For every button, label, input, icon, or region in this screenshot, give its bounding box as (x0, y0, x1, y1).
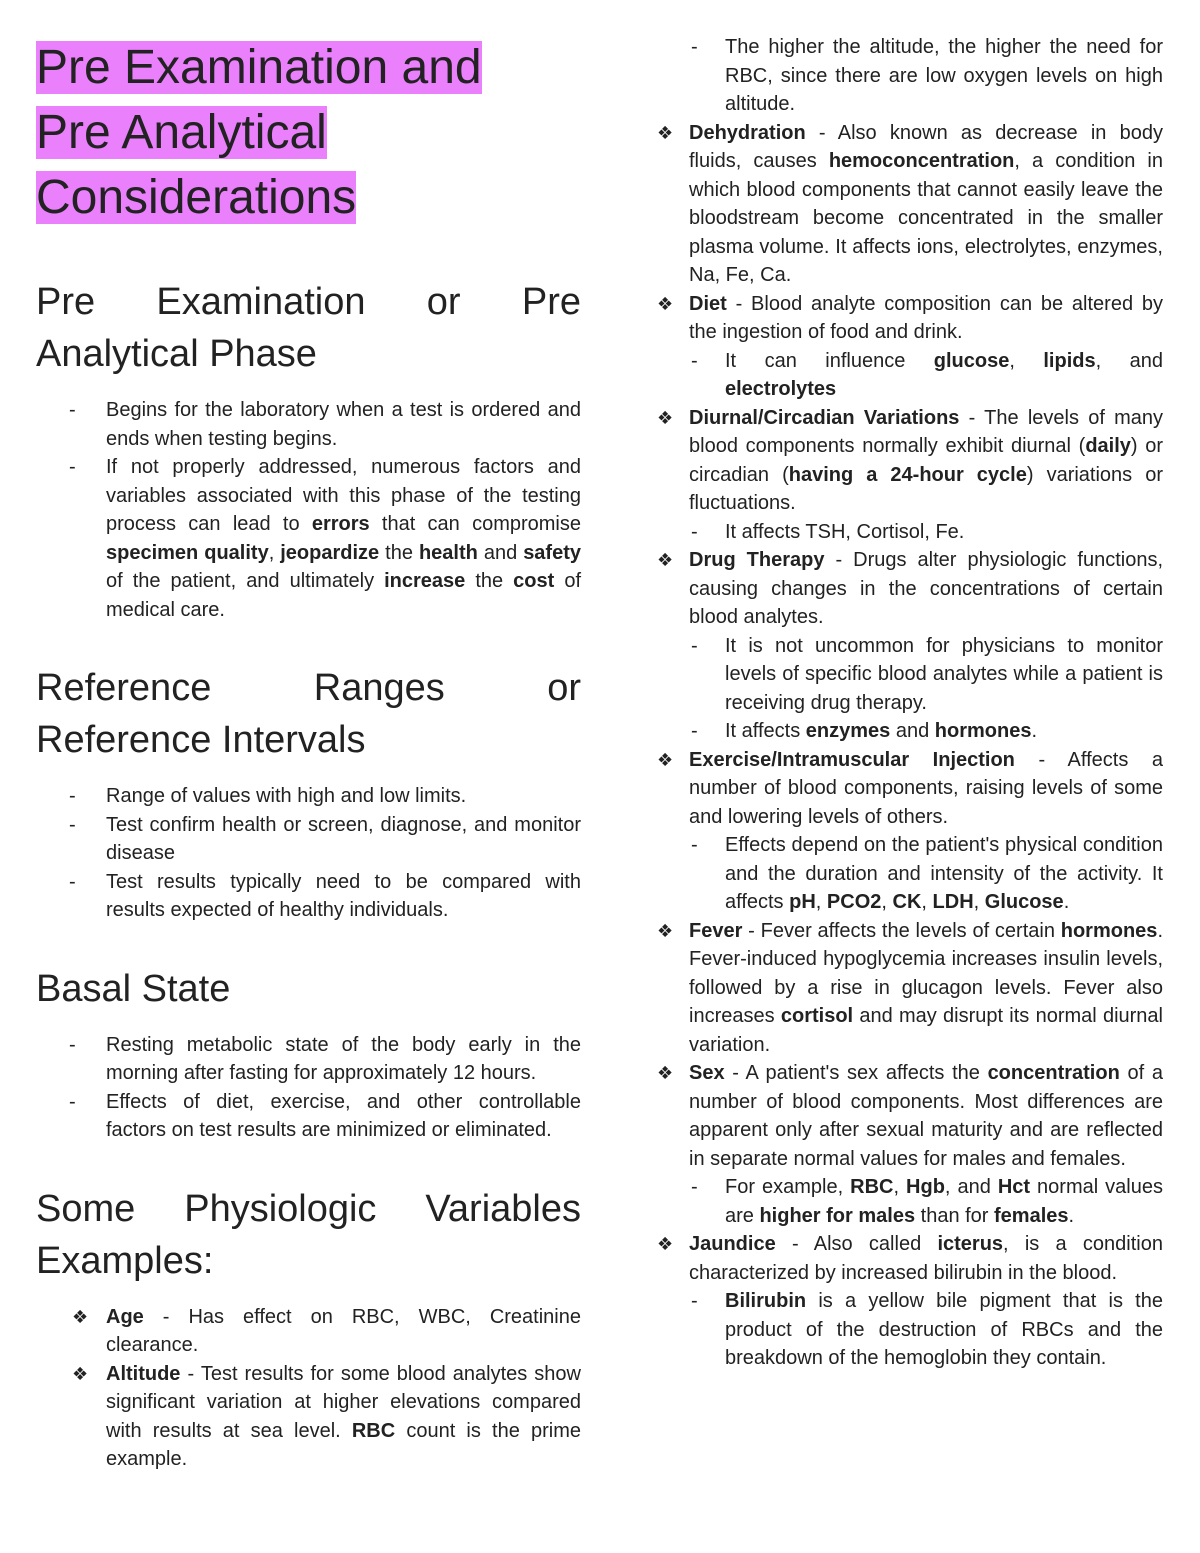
variable-item-jaundice: ❖ Jaundice - Also called icterus, is a condition characterized by increased bilirubin in the blood. - Bilirubin is a yellow bile pigment that is the product of the destruction of RBCs and the breakdown of the hemoglobin they contain. (655, 1230, 1163, 1373)
diamond-bullet-icon: ❖ (657, 550, 674, 570)
bullet-list (36, 782, 581, 925)
list-item: - Test confirm health or screen, diagnose, and monitor disease (36, 811, 581, 868)
section-pre-analytical-phase (36, 276, 581, 624)
variable-item-dehydration: ❖ Dehydration - Also known as decrease in body fluids, causes hemoconcentration, a condition in which blood components that cannot easily leave the bloodstream become concentrated in the smaller plasma volume. It affects ions, electrolytes, enzymes, Na, Fe, Ca. (655, 119, 1163, 290)
bullet-list (36, 396, 581, 624)
sub-list (655, 1287, 1163, 1373)
list-item: - Effects of diet, exercise, and other controllable factors on test results are minimized or eliminated. (36, 1088, 581, 1145)
variable-item-altitude: ❖ Altitude - Test results for some blood analytes show significant variation at higher elevations compared with results at sea level. RBC count is the prime example. (36, 1360, 581, 1474)
list-item: - Test results typically need to be compared with results expected of healthy individuals. (36, 868, 581, 925)
variable-item-sex: ❖ Sex - A patient's sex affects the concentration of a number of blood components. Most differences are apparent only after sexual maturity and are reflected in separate normal values for males and females. - For example, RBC, Hgb, and Hct normal values are higher for males than for females. (655, 1059, 1163, 1230)
bullet-list (36, 1031, 581, 1145)
list-item: - If not properly addressed, numerous factors and variables associated with this phase of the testing process can lead to errors that can compromise specimen quality, jeopardize the health and safety of the patient, and ultimately increase the cost of medical care. (36, 453, 581, 624)
page-title: Pre Examination and Pre Analytical Considerations (36, 41, 482, 224)
variable-item-diurnal: ❖ Diurnal/Circadian Variations - The levels of many blood components normally exhibit diurnal (daily) or circadian (having a 24-hour cycle) variations or fluctuations. - It affects TSH, Cortisol, Fe. (655, 404, 1163, 547)
list-item: - It can influence glucose, lipids, and electrolytes (655, 347, 1163, 404)
section-basal-state (36, 963, 581, 1145)
variable-list (36, 1303, 581, 1474)
section-physiologic-variables (36, 1183, 581, 1474)
diamond-bullet-icon: ❖ (657, 1063, 674, 1083)
right-column (655, 33, 1163, 1373)
sub-list (655, 1173, 1163, 1230)
variable-item-diet: ❖ Diet - Blood analyte composition can be altered by the ingestion of food and drink. - It can influence glucose, lipids, and electrolytes (655, 290, 1163, 404)
sub-list (655, 347, 1163, 404)
sub-list (655, 632, 1163, 746)
list-item: - It affects TSH, Cortisol, Fe. (655, 518, 1163, 547)
list-item: - Bilirubin is a yellow bile pigment that is the product of the destruction of RBCs and the breakdown of the hemoglobin they contain. (655, 1287, 1163, 1373)
list-item: - It is not uncommon for physicians to monitor levels of specific blood analytes while a patient is receiving drug therapy. (655, 632, 1163, 718)
variable-item-exercise: ❖ Exercise/Intramuscular Injection - Affects a number of blood components, raising levels of some and lowering levels of others. - Effects depend on the patient's physical condition and the duration and intensity of the activity. It affects pH, PCO2, CK, LDH, Glucose. (655, 746, 1163, 917)
list-item: - The higher the altitude, the higher the need for RBC, since there are low oxygen levels on high altitude. (655, 33, 1163, 119)
section-heading: Some Physiologic Variables (36, 1187, 581, 1230)
diamond-bullet-icon: ❖ (657, 407, 674, 428)
list-item: - Begins for the laboratory when a test is ordered and ends when testing begins. (36, 396, 581, 453)
diamond-bullet-icon: ❖ (72, 1363, 89, 1384)
list-item: - Range of values with high and low limits. (36, 782, 581, 811)
variable-item-drug-therapy: ❖ Drug Therapy - Drugs alter physiologic functions, causing changes in the concentrations of certain blood analytes. - It is not uncommon for physicians to monitor levels of specific blood analytes while a patient is receiving drug therapy. - It affects enzymes and hormones. (655, 546, 1163, 746)
section-heading: Basal State (36, 967, 231, 1010)
diamond-bullet-icon: ❖ (72, 1306, 89, 1327)
sub-list (655, 33, 1163, 119)
diamond-bullet-icon: ❖ (657, 749, 674, 770)
left-column (36, 0, 581, 1474)
section-heading: Reference Ranges or (36, 667, 581, 709)
diamond-bullet-icon: ❖ (657, 293, 674, 314)
section-heading-cont: Analytical Phase (36, 333, 317, 375)
section-reference-ranges (36, 662, 581, 925)
section-heading-cont: Examples: (36, 1239, 214, 1282)
list-item: - Effects depend on the patient's physical condition and the duration and intensity of the activity. It affects pH, PCO2, CK, LDH, Glucose. (655, 831, 1163, 917)
section-heading-cont: Reference Intervals (36, 719, 366, 761)
sub-list (655, 831, 1163, 917)
list-item: - Resting metabolic state of the body early in the morning after fasting for approximately 12 hours. (36, 1031, 581, 1088)
variable-item-age: ❖ Age - Has effect on RBC, WBC, Creatinine clearance. (36, 1303, 581, 1360)
list-item: - It affects enzymes and hormones. (655, 717, 1163, 746)
diamond-bullet-icon: ❖ (657, 122, 674, 143)
variable-list-cont (655, 119, 1163, 1373)
variable-item-fever: ❖ Fever - Fever affects the levels of certain hormones. Fever-induced hypoglycemia increases insulin levels, followed by a rise in glucagon levels. Fever also increases cortisol and may disrupt its normal diurnal variation. (655, 917, 1163, 1060)
list-item: - For example, RBC, Hgb, and Hct normal values are higher for males than for females. (655, 1173, 1163, 1230)
diamond-bullet-icon: ❖ (657, 1234, 674, 1254)
diamond-bullet-icon: ❖ (657, 920, 674, 941)
sub-list (655, 518, 1163, 547)
section-heading: Pre Examination or Pre (36, 281, 581, 323)
